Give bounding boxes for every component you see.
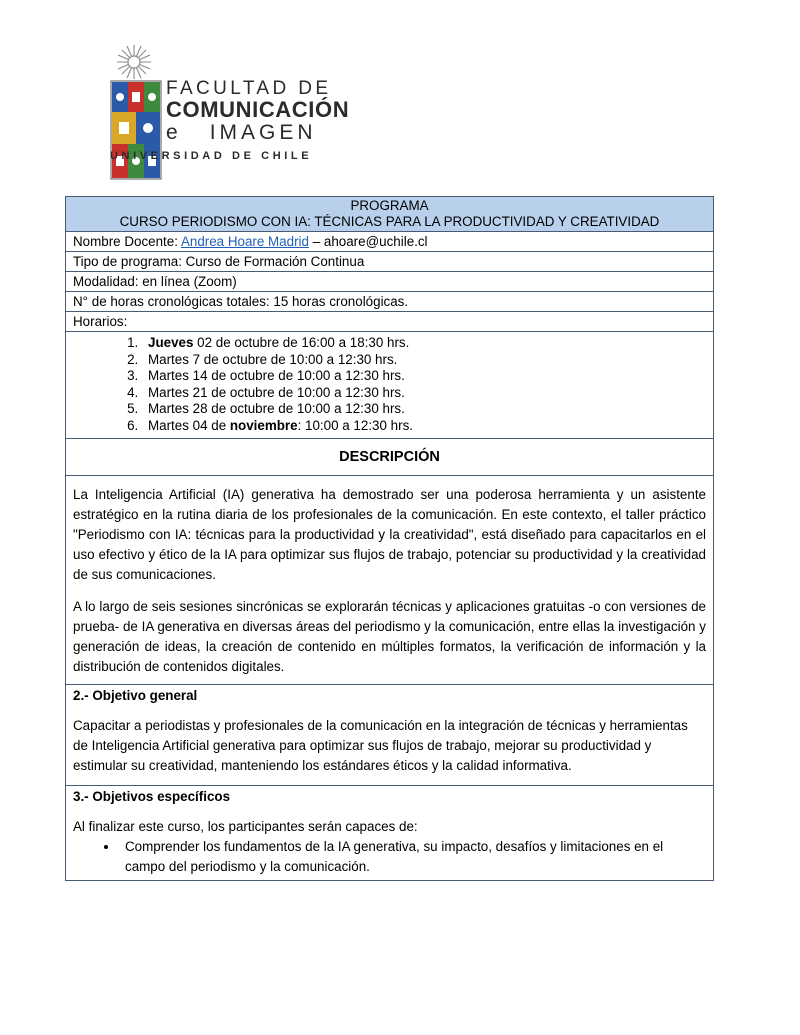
docente-cell: [66, 232, 714, 252]
university-shield-icon: [110, 80, 162, 180]
objetivo-general-row: [66, 685, 714, 786]
star-emblem-icon: [116, 44, 152, 80]
descripcion-paragraph-1: La Inteligencia Artificial (IA) generativa ha demostrado ser una poderosa herramienta y un asistente estratégico en la rutina diaria de los profesionales de la comunicación. En este contexto, el taller práctico "Periodismo con IA: técnicas para la productividad y la creatividad", está diseñado para capacitarlos en el uso efectivo y ético de la IA para optimizar sus flujos de trabajo, potenciar su productividad y la creatividad de sus comunicaciones.: [73, 487, 706, 582]
schedule-item: 1. Jueves 02 de octubre de 16:00 a 18:30 hrs.: [142, 335, 706, 352]
schedule-cell: [66, 332, 714, 439]
program-table: [65, 196, 714, 881]
tipo-cell: Tipo de programa: Curso de Formación Continua: [66, 252, 714, 272]
objetivo-general-title: 2.- Objetivo general: [73, 688, 198, 703]
schedule-item: 6. Martes 04 de noviembre: 10:00 a 12:30 hrs.: [142, 418, 706, 435]
docente-name-link[interactable]: Andrea Hoare Madrid: [180, 234, 309, 249]
schedule-item: 4. Martes 21 de octubre de 10:00 a 12:30 hrs.: [142, 385, 706, 402]
logo-university: UNIVERSIDAD DE CHILE: [110, 150, 313, 162]
schedule-list: [73, 333, 706, 437]
logo-line-imagen: [166, 121, 317, 145]
objetivo-general-cell: [66, 685, 714, 786]
descripcion-title-row: [66, 439, 714, 476]
faculty-logo: [108, 44, 348, 164]
objetivos-especificos-list: [73, 837, 706, 879]
schedule-item: 3. Martes 14 de octubre de 10:00 a 12:30 hrs.: [142, 368, 706, 385]
descripcion-title: DESCRIPCIÓN: [66, 439, 714, 476]
docente-row: [66, 232, 714, 252]
horas-row: [66, 292, 714, 312]
logo-e: e: [166, 121, 182, 144]
schedule-item: 5. Martes 28 de octubre de 10:00 a 12:30 hrs.: [142, 401, 706, 418]
logo-line-facultad: FACULTAD DE: [166, 78, 332, 99]
header-row: [66, 197, 714, 232]
docente-label: Nombre Docente:: [73, 234, 178, 249]
horarios-label-row: [66, 312, 714, 332]
objetivo-general-text: Capacitar a periodistas y profesionales de la comunicación en la integración de técnicas y herramientas de Inteligencia Artificial generativa para optimizar sus flujos de trabajo, mejorar su productividad y estimular su creatividad, manteniendo los estándares éticos y la calidad informativa.: [73, 718, 688, 773]
docente-email: – ahoare@uchile.cl: [312, 234, 428, 249]
program-header: [66, 197, 714, 232]
modalidad-cell: Modalidad: en línea (Zoom): [66, 272, 714, 292]
objetivos-especificos-cell: [66, 786, 714, 881]
schedule-row: [66, 332, 714, 439]
objetivos-especificos-title: 3.- Objetivos específicos: [73, 789, 231, 804]
list-item: • Comprender los fundamentos de la IA generativa, su impacto, desafíos y limitaciones en el campo del periodismo y la comunicación.: [119, 837, 706, 877]
objetivos-especificos-intro: Al finalizar este curso, los participantes serán capaces de:: [73, 819, 418, 834]
program-header-line2: CURSO PERIODISMO CON IA: TÉCNICAS PARA LA PRODUCTIVIDAD Y CREATIVIDAD: [119, 214, 660, 229]
horarios-label: Horarios:: [66, 312, 714, 332]
program-header-line1: PROGRAMA: [350, 198, 429, 213]
descripcion-body: [66, 476, 714, 685]
objetivos-especificos-row: [66, 786, 714, 881]
tipo-row: [66, 252, 714, 272]
schedule-item: 2. Martes 7 de octubre de 10:00 a 12:30 hrs.: [142, 352, 706, 369]
descripcion-paragraph-2: A lo largo de seis sesiones sincrónicas se explorarán técnicas y aplicaciones gratuitas -o con versiones de prueba- de IA generativa en diversas áreas del periodismo y la comunicación, entre ellas la investigación y generación de ideas, la creación de contenido en múltiples formatos, la verificación de información y la distribución de contenidos digitales.: [73, 599, 706, 674]
horas-cell: N° de horas cronológicas totales: 15 horas cronológicas.: [66, 292, 714, 312]
modalidad-row: [66, 272, 714, 292]
descripcion-body-row: [66, 476, 714, 685]
logo-imagen: IMAGEN: [209, 121, 317, 144]
logo-line-comunicacion: COMUNICACIÓN: [166, 97, 350, 122]
